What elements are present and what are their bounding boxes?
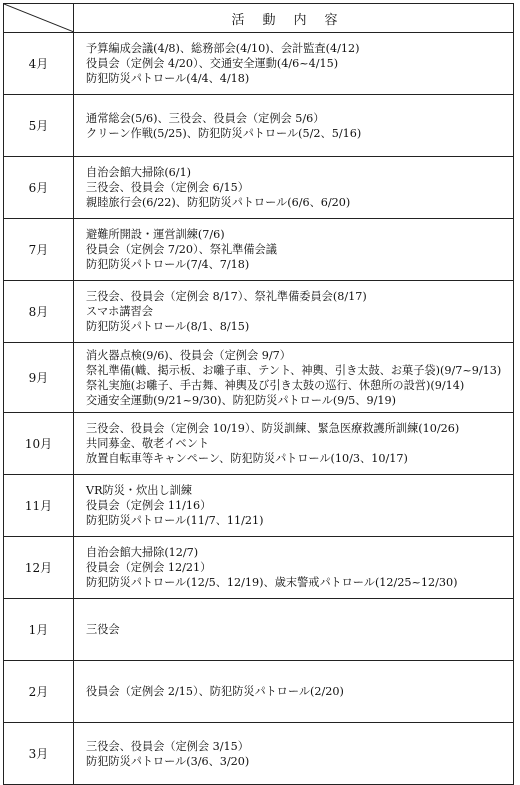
activity-line: 交通安全運動(9/21~9/30)、防犯防災パトロール(9/5、9/19) [86,393,396,407]
activity-line: 放置自転車等キャンペーン、防犯防災パトロール(10/3、10/17) [86,452,408,465]
month-cell: 5月 [4,95,74,157]
activity-line: 役員会（定例会 4/20）、交通安全運動(4/6~4/15) [86,57,339,70]
activities-cell [74,475,514,537]
activities-cell [74,219,514,281]
activity-line: 三役会、役員会（定例会 8/17）、祭礼準備委員会(8/17) [86,290,367,303]
activity-line: 役員会（定例会 2/15）、防犯防災パトロール(2/20) [86,685,344,698]
activity-line: 三役会、役員会（定例会 3/15） [86,739,249,753]
activities-cell [74,599,514,661]
activity-line: 三役会 [86,623,120,636]
activity-line: 防犯防災パトロール(7/4、7/18) [86,258,250,271]
table-body [4,33,514,785]
activity-line: 予算編成会議(4/8)、総務部会(4/10)、会計監査(4/12) [86,42,360,55]
activity-line: クリーン作戦(5/25)、防犯防災パトロール(5/2、5/16) [86,126,362,140]
activities-header: 活動内容 [74,4,514,33]
activities-cell [74,723,514,785]
month-cell: 8月 [4,281,74,343]
table-row [4,157,514,219]
table-row [4,95,514,157]
activity-line: 役員会（定例会 11/16） [86,499,212,512]
month-cell: 11月 [4,475,74,537]
table-row [4,661,514,723]
month-cell: 6月 [4,157,74,219]
activities-cell [74,95,514,157]
month-cell: 4月 [4,33,74,95]
table-row [4,537,514,599]
activity-line: 祭礼準備(幟、掲示板、お囃子車、テント、神輿、引き太鼓、お菓子袋)(9/7~9/13) [86,363,502,377]
activities-cell [74,157,514,219]
activity-line: 三役会、役員会（定例会 10/19）、防災訓練、緊急医療救護所訓練(10/26) [86,422,460,435]
activity-line: スマホ講習会 [86,305,153,318]
month-cell: 12月 [4,537,74,599]
activity-line: 自治会館大掃除(12/7) [86,546,199,559]
annual-activity-table [3,3,514,785]
activity-line: 自治会館大掃除(6/1) [86,166,192,179]
activity-line: 防犯防災パトロール(12/5、12/19)、歳末警戒パトロール(12/25~12/30) [86,576,458,589]
table-header-row [4,4,514,33]
activity-line: 避難所開設・運営訓練(7/6) [86,228,225,241]
activity-line: 役員会（定例会 7/20）、祭礼準備会議 [86,243,277,256]
activity-line: 防犯防災パトロール(4/4、4/18) [86,72,250,85]
month-cell: 9月 [4,343,74,413]
activity-line: 通常総会(5/6)、三役会、役員会（定例会 5/6） [86,111,325,125]
month-cell: 1月 [4,599,74,661]
month-cell: 2月 [4,661,74,723]
activity-line: 共同募金、敬老イベント [86,437,210,450]
table-row [4,219,514,281]
table-row [4,475,514,537]
activities-cell [74,661,514,723]
activity-line: 祭礼実施(お囃子、手古舞、神輿及び引き太鼓の巡行、休憩所の設営)(9/14) [86,378,465,392]
activities-cell [74,343,514,413]
activities-cell [74,33,514,95]
corner-cell [4,4,74,33]
month-cell: 7月 [4,219,74,281]
activity-line: 親睦旅行会(6/22)、防犯防災パトロール(6/6、6/20) [86,196,351,209]
activity-line: VR防災・炊出し訓練 [86,484,193,497]
activities-cell [74,281,514,343]
activity-line: 防犯防災パトロール(8/1、8/15) [86,320,250,333]
diagonal-line [4,4,74,32]
table-row [4,281,514,343]
table-row [4,413,514,475]
activities-cell [74,537,514,599]
table-row [4,723,514,785]
activity-line: 防犯防災パトロール(11/7、11/21) [86,514,264,527]
table-row [4,33,514,95]
activity-line: 防犯防災パトロール(3/6、3/20) [86,754,250,768]
month-cell: 3月 [4,723,74,785]
activity-line: 消火器点検(9/6)、役員会（定例会 9/7） [86,348,291,362]
activity-line: 三役会、役員会（定例会 6/15） [86,181,249,194]
table-row [4,343,514,413]
activity-line: 役員会（定例会 12/21） [86,561,212,574]
table-row [4,599,514,661]
month-cell: 10月 [4,413,74,475]
activities-cell [74,413,514,475]
